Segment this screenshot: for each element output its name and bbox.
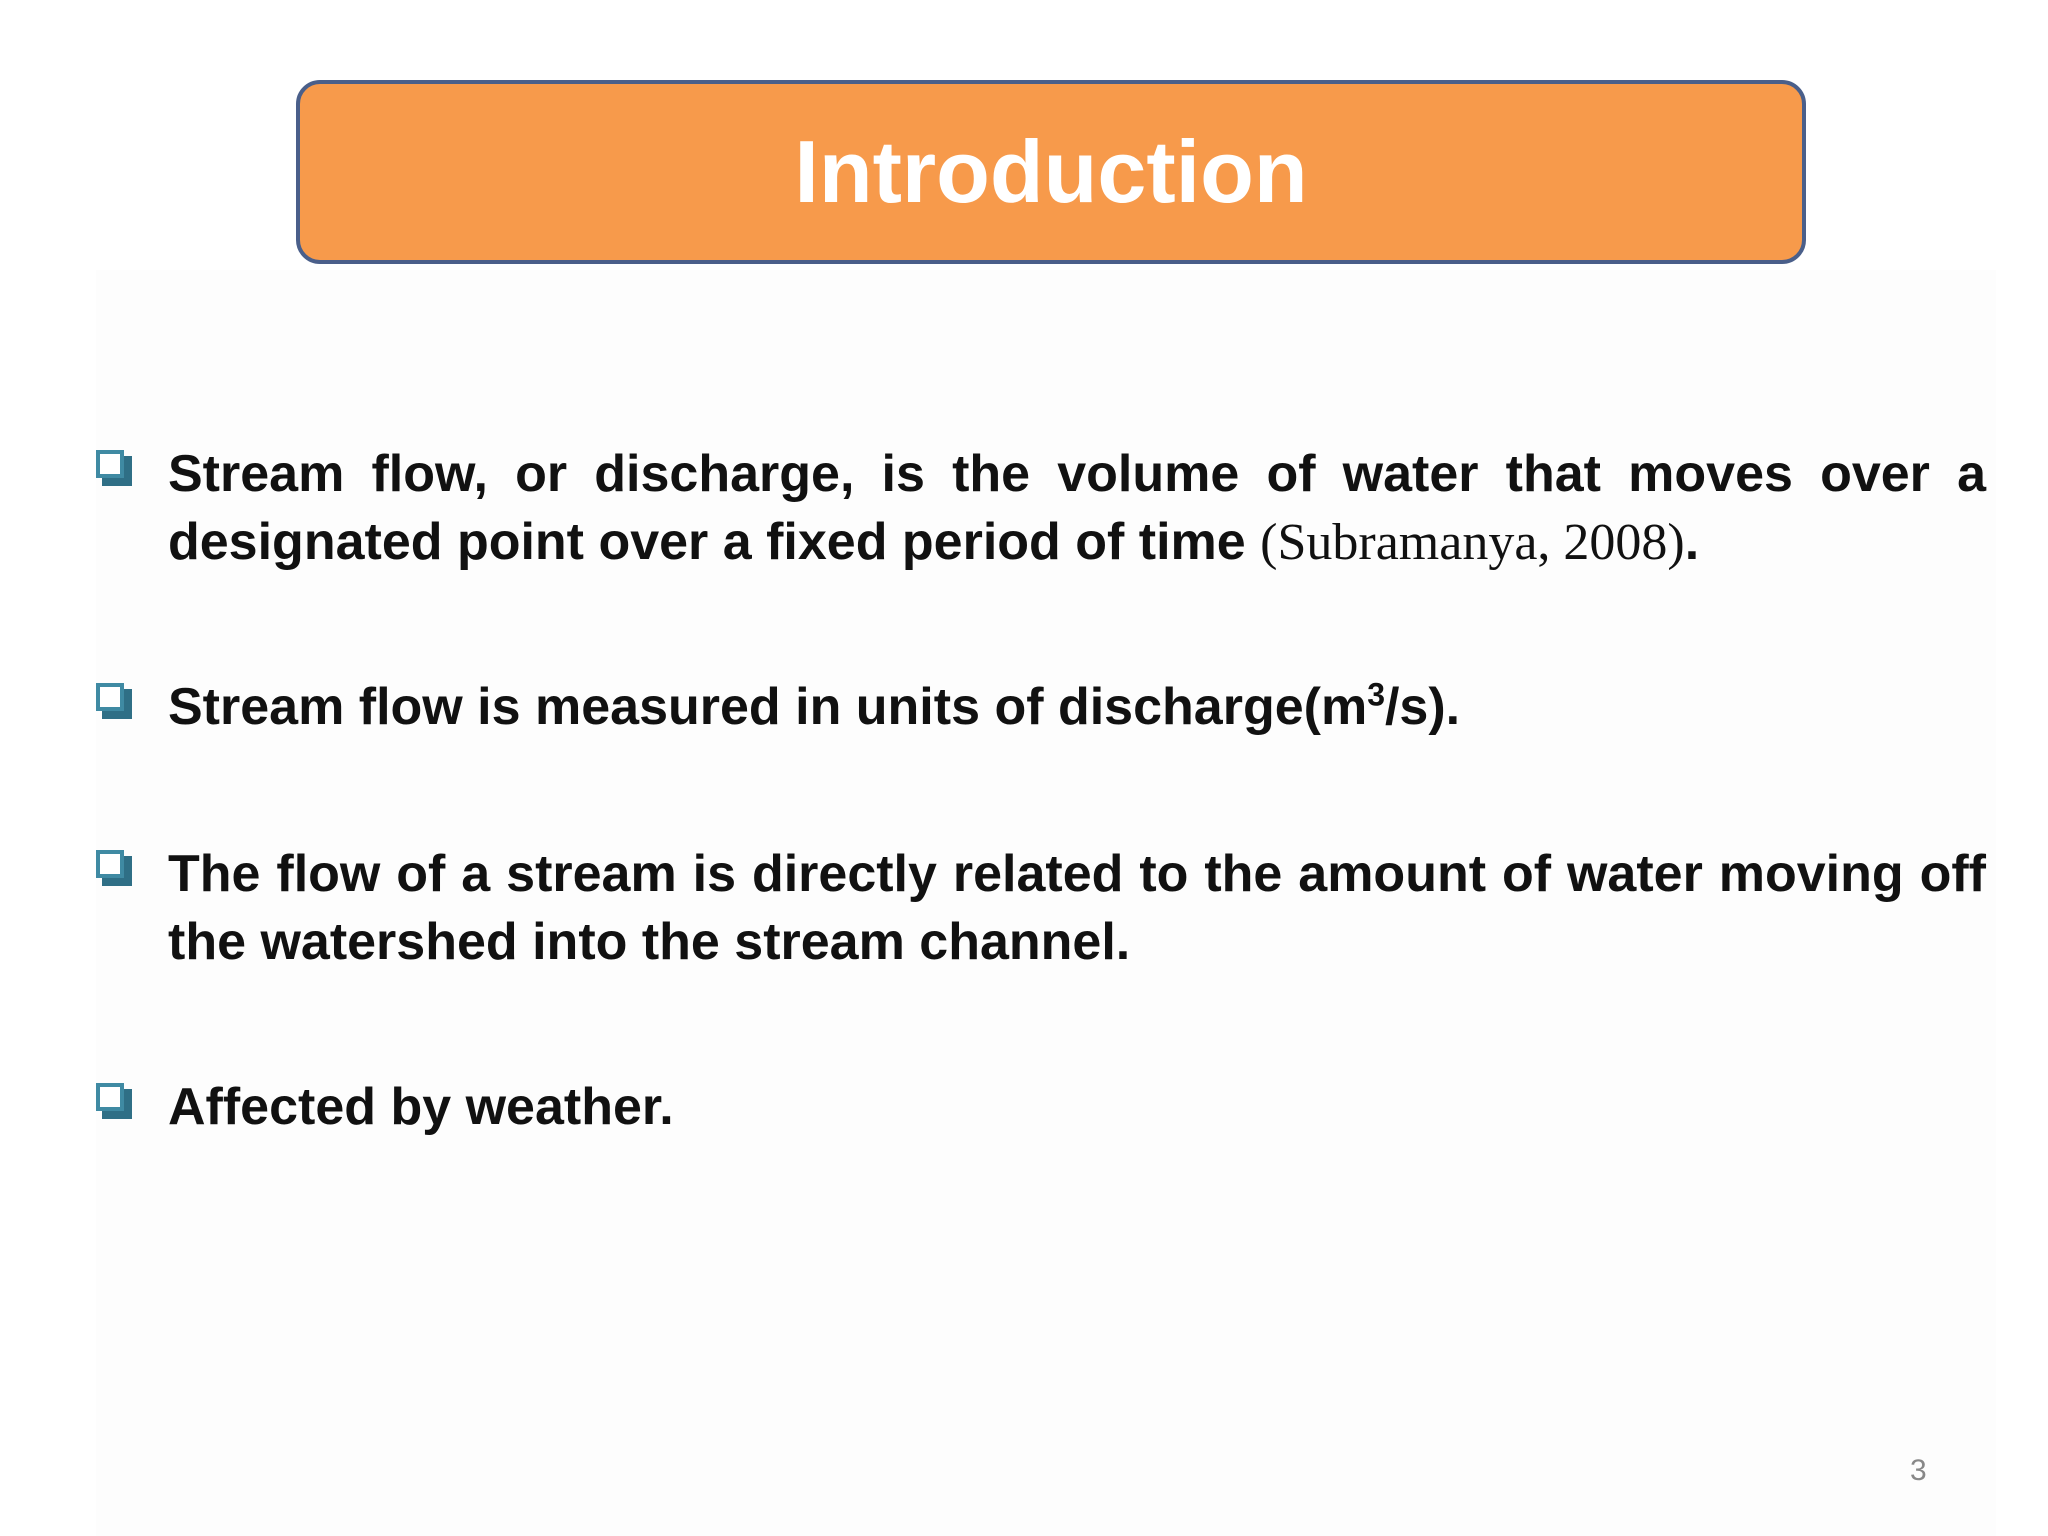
bullet-1-citation: (Subramanya, 2008) bbox=[1260, 514, 1685, 571]
bullet-2-before: Stream flow is measured in units of discharge(m bbox=[168, 678, 1368, 736]
bullet-2-superscript: 3 bbox=[1367, 676, 1385, 713]
bullet-item-1 bbox=[96, 440, 1986, 577]
hollow-square-bullet-icon bbox=[96, 850, 134, 888]
title-banner bbox=[296, 80, 1806, 264]
bullet-text-2 bbox=[168, 673, 1986, 741]
bullet-1-main: Stream flow, or discharge, is the volume of water that moves over a designated point over a fixed period of time bbox=[168, 445, 1986, 571]
hollow-square-bullet-icon bbox=[96, 450, 134, 488]
page-number: 3 bbox=[1910, 1454, 1927, 1487]
bullet-item-4 bbox=[96, 1073, 1986, 1141]
bullet-item-3 bbox=[96, 840, 1986, 976]
hollow-square-bullet-icon bbox=[96, 683, 134, 721]
slide-title: Introduction bbox=[794, 122, 1308, 221]
hollow-square-bullet-icon bbox=[96, 1083, 134, 1121]
bullet-text-4: Affected by weather. bbox=[168, 1078, 674, 1136]
bullet-text-1 bbox=[168, 440, 1986, 577]
bullet-item-2 bbox=[96, 673, 1986, 741]
bullet-text-3: The flow of a stream is directly related to the amount of water moving off the watershed into the stream channel. bbox=[168, 845, 1986, 971]
bullet-1-end: . bbox=[1684, 513, 1700, 571]
bullet-2-after: /s). bbox=[1384, 678, 1461, 736]
